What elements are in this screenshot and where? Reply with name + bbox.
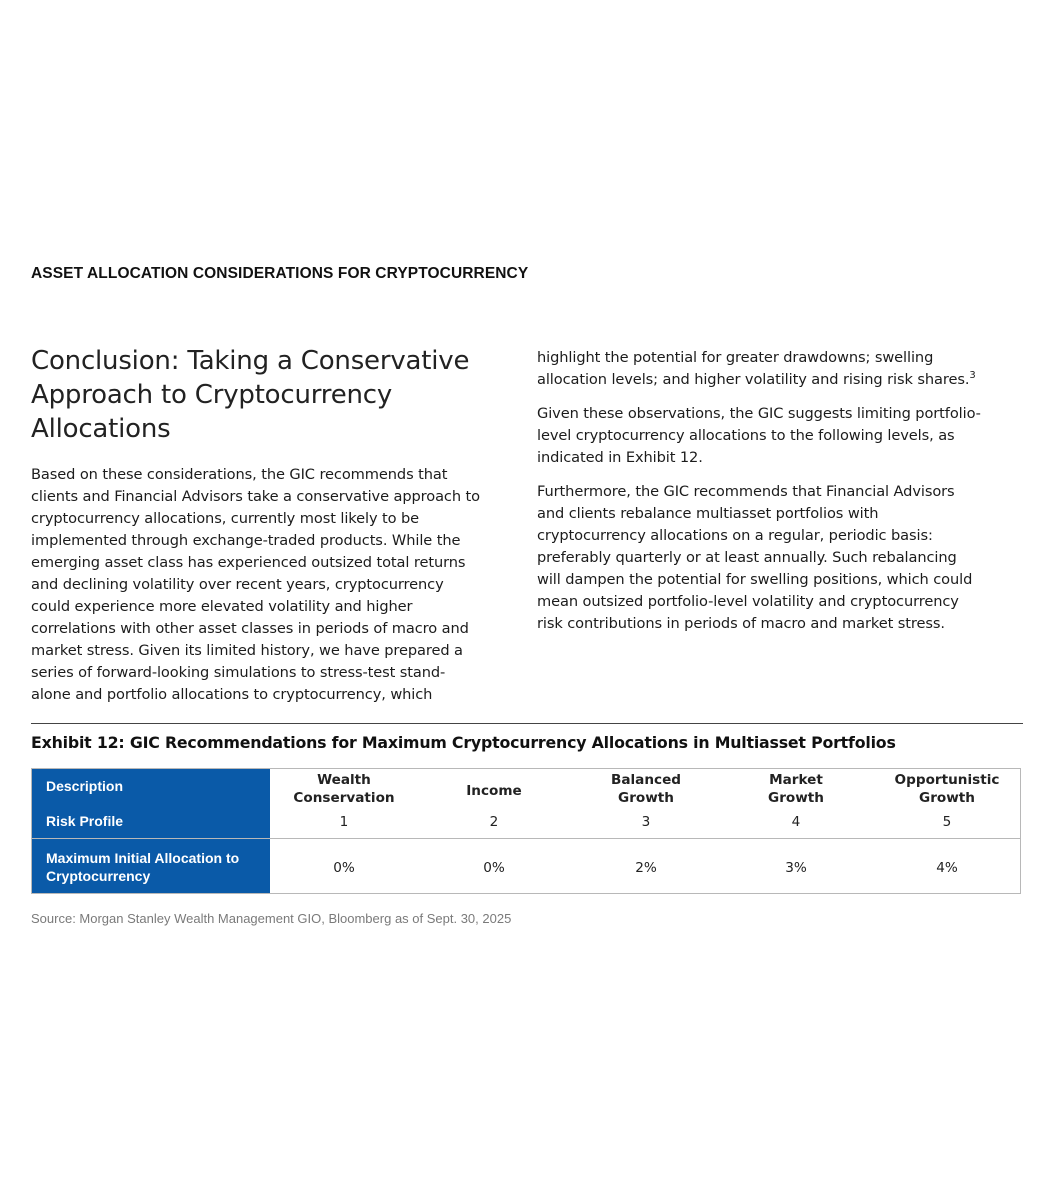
text-line: cryptocurrency allocations, currently most likely to be [31, 510, 420, 527]
risk-profile-value: 5 [942, 814, 952, 830]
column-header [571, 769, 721, 839]
column-name [721, 771, 871, 807]
risk-profile-value: 3 [641, 814, 651, 830]
column-name [419, 782, 569, 800]
text-line: preferably quarterly or at least annually. Such rebalancing [537, 549, 957, 566]
column-header [419, 769, 569, 839]
text-line: alone and portfolio allocations to cryptocurrency, which [31, 686, 433, 703]
column-name-line: Growth [618, 790, 674, 806]
body-paragraph [31, 464, 521, 706]
label-line: Cryptocurrency [46, 868, 151, 884]
text-line: emerging asset class has experienced outsized total returns [31, 554, 466, 571]
page-title [31, 344, 521, 446]
text-line: risk contributions in periods of macro and market stress. [537, 615, 945, 632]
column-name-line: Opportunistic [894, 772, 1000, 788]
text-line: could experience more elevated volatility and higher [31, 598, 413, 615]
column-name-line: Balanced [610, 772, 682, 788]
title-line: Allocations [31, 414, 171, 444]
text-line: implemented through exchange-traded products. While the [31, 532, 461, 549]
title-line: Approach to Cryptocurrency [31, 380, 393, 410]
footnote-marker: 3 [969, 370, 976, 382]
text-line: market stress. Given its limited history, we have prepared a [31, 642, 463, 659]
text-line: highlight the potential for greater drawdowns; swelling [537, 349, 934, 366]
column-header [269, 769, 419, 839]
text-line: series of forward-looking simulations to stress-test stand- [31, 664, 446, 681]
text-line: Given these observations, the GIC suggests limiting portfolio- [537, 405, 981, 422]
text-span: allocation levels; and higher volatility and rising risk shares. [537, 371, 970, 388]
column-name-line: Market [769, 772, 823, 788]
risk-profile-value: 1 [339, 814, 349, 830]
risk-profile-value: 4 [791, 814, 801, 830]
risk-profile-value: 2 [489, 814, 499, 830]
text-line: Based on these considerations, the GIC recommends that [31, 466, 448, 483]
body-paragraph [537, 347, 1017, 391]
source-note: Source: Morgan Stanley Wealth Management GIO, Bloomberg as of Sept. 30, 2025 [31, 911, 512, 926]
right-column [537, 347, 1017, 647]
text-line: Furthermore, the GIC recommends that Financial Advisors [537, 483, 955, 500]
body-paragraph [537, 481, 1017, 635]
allocation-value: 4% [936, 860, 958, 876]
text-line: and clients rebalance multiasset portfolios with [537, 505, 879, 522]
column-name-line: Growth [919, 790, 975, 806]
allocation-value: 0% [483, 860, 505, 876]
text-line: mean outsized portfolio-level volatility and cryptocurrency [537, 593, 959, 610]
allocation-table [31, 768, 1021, 894]
allocation-value: 0% [333, 860, 355, 876]
text-line: indicated in Exhibit 12. [537, 449, 703, 466]
text-line: correlations with other asset classes in periods of macro and [31, 620, 469, 637]
text-line [537, 369, 1017, 391]
column-name [571, 771, 721, 807]
risk-profile-label: Risk Profile [46, 813, 124, 829]
exhibit-divider [31, 723, 1023, 724]
max-allocation-label [46, 849, 239, 885]
column-name-line: Wealth [317, 772, 371, 788]
column-name-line: Growth [768, 790, 824, 806]
allocation-value: 2% [635, 860, 657, 876]
column-name-line: Income [466, 783, 522, 799]
text-line: cryptocurrency allocations on a regular, periodic basis: [537, 527, 933, 544]
exhibit-title: Exhibit 12: GIC Recommendations for Maximum Cryptocurrency Allocations in Multiasset Portfolios [31, 733, 896, 752]
column-header [872, 769, 1022, 839]
column-name-line: Conservation [293, 790, 395, 806]
section-heading: ASSET ALLOCATION CONSIDERATIONS FOR CRYPTOCURRENCY [31, 265, 529, 282]
left-column [31, 344, 521, 718]
column-name [872, 771, 1022, 807]
text-line: and declining volatility over recent years, cryptocurrency [31, 576, 444, 593]
description-label: Description [46, 778, 124, 794]
label-line: Maximum Initial Allocation to [46, 850, 240, 866]
title-line: Conclusion: Taking a Conservative [31, 346, 470, 376]
text-line: level cryptocurrency allocations to the following levels, as [537, 427, 955, 444]
text-line: clients and Financial Advisors take a conservative approach to [31, 488, 480, 505]
allocation-value: 3% [785, 860, 807, 876]
column-header [721, 769, 871, 839]
text-line: will dampen the potential for swelling positions, which could [537, 571, 973, 588]
body-paragraph [537, 403, 1017, 469]
column-name [269, 771, 419, 807]
